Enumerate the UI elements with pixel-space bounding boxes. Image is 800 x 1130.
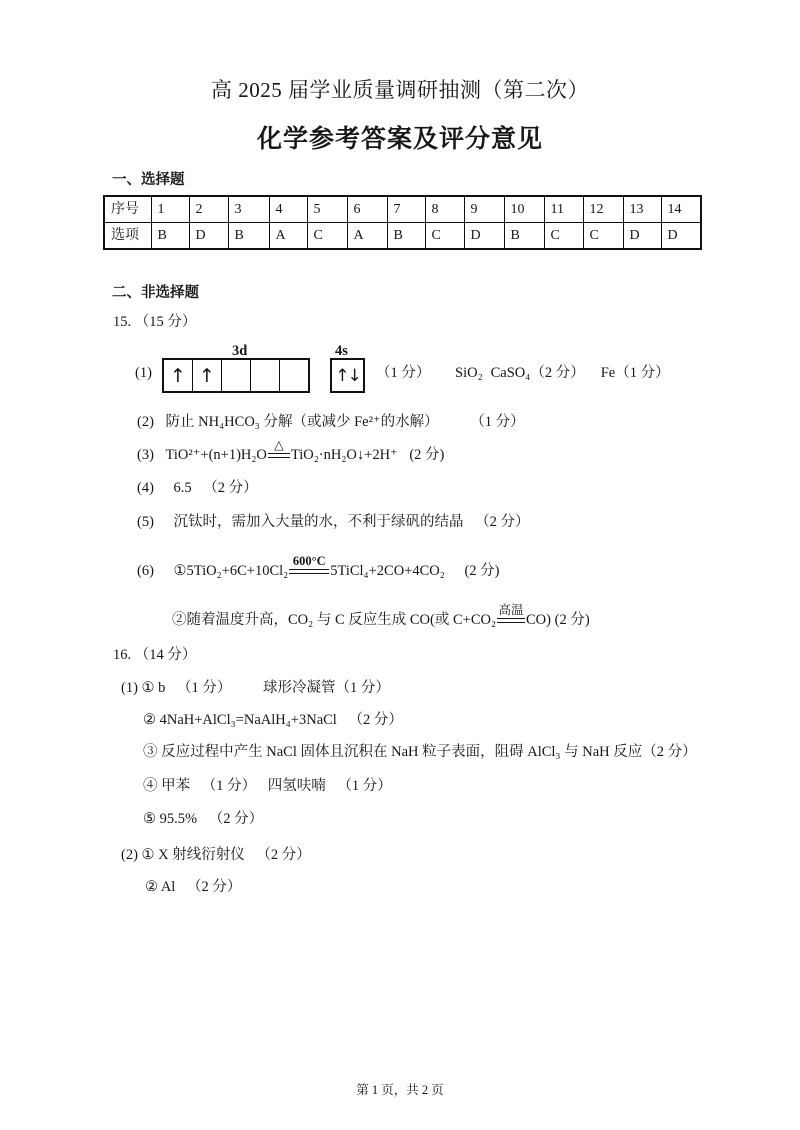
section-heading-nonchoice: 二、非选择题	[112, 285, 199, 301]
reaction-condition-sign	[268, 438, 290, 458]
q15-part2	[137, 412, 525, 432]
reaction-condition: 高温	[498, 603, 524, 618]
score: （1 分）	[337, 778, 392, 794]
question-number: 12	[583, 196, 623, 223]
q16-heading: 16. （14 分）	[113, 647, 197, 663]
answer-text: ⑤ 95.5%	[143, 811, 198, 827]
orbital-box: ↑	[193, 360, 222, 391]
orbital-box	[280, 360, 308, 391]
orbital-4s-diagram	[330, 358, 365, 393]
answer-text: ④ 甲苯	[143, 778, 191, 794]
score: （1 分）	[615, 365, 670, 381]
equation-left: TiO²⁺+(n+1)H₂O	[165, 447, 267, 463]
reaction-condition: △	[274, 438, 284, 453]
score: （2 分）	[203, 480, 258, 496]
choice-answer-table	[103, 195, 702, 250]
orbital-box	[222, 360, 251, 391]
equation-right: 5TiCl₄+2CO+4CO₂	[330, 563, 445, 579]
score: (2 分)	[409, 447, 445, 463]
answer-cell: D	[661, 223, 701, 250]
answer-text: 沉钛时，需加入大量的水，不利于绿矾的结晶	[173, 514, 464, 530]
answer-text: ② 4NaH+AlCl₃=NaAlH₄+3NaCl	[143, 712, 337, 728]
question-number: 13	[623, 196, 661, 223]
q16-part1-2	[143, 710, 403, 730]
question-number: 8	[425, 196, 464, 223]
page-title: 高 2025 届学业质量调研抽测（第二次）	[211, 78, 589, 102]
answer-cell: B	[151, 223, 189, 250]
double-line	[289, 569, 329, 574]
answer-cell: A	[269, 223, 307, 250]
reaction-condition-sign	[497, 603, 525, 623]
orbital-4s-label: 4s	[335, 343, 348, 359]
part-label: (5)	[137, 514, 154, 530]
score: （2 分）	[256, 847, 311, 863]
equation-right: TiO₂·nH₂O↓+2H⁺	[290, 447, 398, 463]
answer-cell: C	[583, 223, 623, 250]
answer-cell: C	[544, 223, 583, 250]
q16-part2-1	[121, 845, 311, 865]
q15-part1-substances	[455, 363, 670, 383]
answer-cell: D	[464, 223, 504, 250]
q15-part1-label: (1)	[135, 365, 152, 381]
page-number: 第 1 页，共 2 页	[356, 1083, 444, 1097]
question-number: 4	[269, 196, 307, 223]
question-number: 14	[661, 196, 701, 223]
answer-text: 四氢呋喃	[267, 778, 326, 794]
reaction-condition: 600°C	[292, 554, 326, 569]
answer-cell: D	[189, 223, 228, 250]
question-number: 11	[544, 196, 583, 223]
question-number: 10	[504, 196, 544, 223]
q15-part4	[137, 478, 258, 498]
question-number: 3	[228, 196, 269, 223]
reaction-condition-sign	[289, 554, 329, 574]
answer-cell: B	[387, 223, 425, 250]
double-line	[268, 453, 290, 458]
q15-heading: 15. （15 分）	[113, 314, 197, 330]
part-label: (1)	[121, 680, 138, 696]
score: （1 分）	[470, 414, 525, 430]
score: （2 分）	[530, 365, 585, 381]
q15-part6-2	[172, 603, 590, 630]
part-label: (6)	[137, 563, 154, 579]
score: (2 分)	[464, 563, 500, 579]
score: （1 分）	[376, 365, 431, 381]
q15-part3	[137, 438, 445, 465]
orbital-box: ↑	[164, 360, 193, 391]
q16-part1-4	[143, 776, 392, 796]
q15-part5	[137, 512, 530, 532]
question-number: 9	[464, 196, 504, 223]
page-subtitle: 化学参考答案及评分意见	[256, 126, 543, 153]
equation-left: ①5TiO₂+6C+10Cl₂	[173, 563, 289, 579]
question-number: 1	[151, 196, 189, 223]
answer-cell: C	[307, 223, 347, 250]
row-label-answer: 选项	[104, 223, 151, 250]
score: （1 分）	[177, 680, 232, 696]
answer-row	[104, 223, 701, 250]
answer-text: ② Al	[145, 879, 176, 895]
section-heading-choice: 一、选择题	[112, 172, 185, 188]
answer-cell: C	[425, 223, 464, 250]
part-label: (2)	[137, 414, 154, 430]
score: （2 分）	[208, 811, 264, 827]
score: （1 分）	[201, 778, 257, 794]
answer-text: 球形冷凝管（1 分）	[263, 680, 390, 696]
substance: CaSO₄	[490, 365, 531, 381]
q16-part1-5	[143, 809, 263, 829]
answer-text: ① b	[141, 680, 166, 696]
answer-cell: B	[228, 223, 269, 250]
answer-cell: B	[504, 223, 544, 250]
question-number: 5	[307, 196, 347, 223]
score: （2 分）	[348, 712, 403, 728]
answer-text: ① X 射线衍射仪	[141, 847, 245, 863]
orbital-3d-diagram	[162, 358, 310, 393]
answer-text: 防止 NH₄HCO₃ 分解（或减少 Fe²⁺的水解）	[165, 414, 439, 430]
metal: Fe	[600, 365, 616, 381]
question-number: 6	[347, 196, 387, 223]
number-row	[104, 196, 701, 223]
part-label: (2)	[121, 847, 138, 863]
orbital-box	[251, 360, 280, 391]
orbital-box: ↑↓	[335, 365, 360, 386]
question-number: 7	[387, 196, 425, 223]
score: (2 分)	[554, 612, 590, 628]
answer-text: 6.5	[173, 480, 192, 496]
q16-part1-1	[121, 678, 390, 698]
answer-text: ③ 反应过程中产生 NaCl 固体且沉积在 NaH 粒子表面，阻碍 AlCl₃ 与 NaH 反应（2 分）	[143, 744, 697, 760]
substance: SiO₂	[455, 365, 483, 381]
question-number: 2	[189, 196, 228, 223]
row-label-number: 序号	[104, 196, 151, 223]
orbital-3d-label: 3d	[232, 343, 248, 359]
part-label: (4)	[137, 480, 154, 496]
part-label: (3)	[137, 447, 154, 463]
score: （2 分）	[186, 879, 242, 895]
answer-text: ②随着温度升高，CO₂ 与 C 反应生成 CO(或 C+CO₂	[172, 612, 497, 628]
q15-part6-1	[137, 554, 500, 581]
q16-part1-3	[143, 742, 697, 762]
double-line	[497, 618, 525, 623]
score: （2 分）	[475, 514, 530, 530]
answer-text: CO)	[526, 612, 551, 628]
q16-part2-2	[145, 877, 241, 897]
answer-cell: A	[347, 223, 387, 250]
answer-cell: D	[623, 223, 661, 250]
